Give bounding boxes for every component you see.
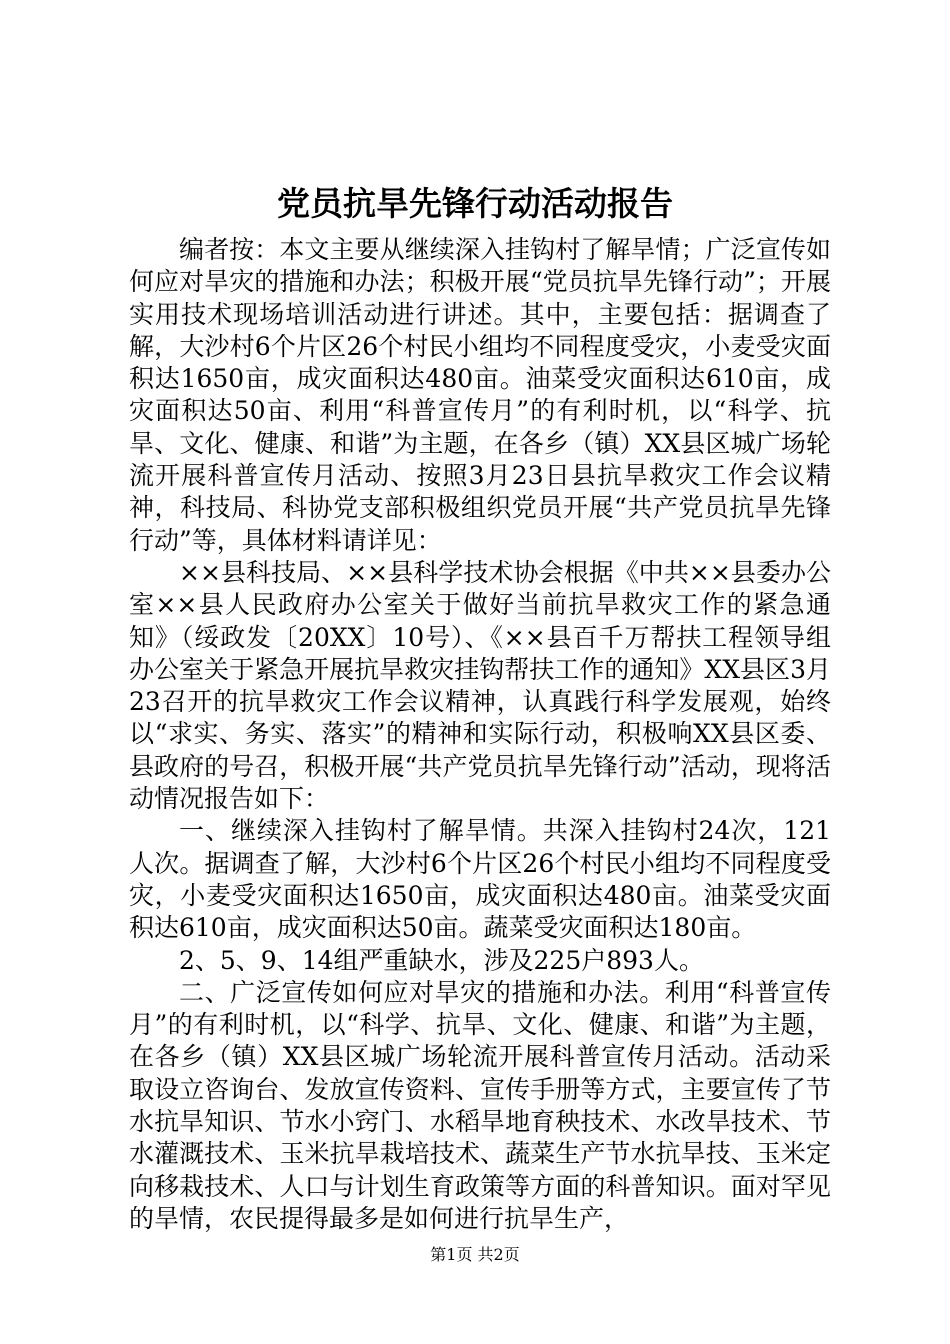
paragraph-section-two: 二、广泛宣传如何应对旱灾的措施和办法。利用“科普宣传月”的有利时机，以“科学、抗旱、文化、健康、和谐”为主题，在各乡（镇）XX县区城广场轮流开展科普宣传月活动。活动采取设立咨询台、发放宣传资料、宣传手册等方式，主要宣传了节水抗旱知识、节水小窍门、水稻旱地育秧技术、水改旱技术、节水灌溉技术、玉米抗旱栽培技术、蔬菜生产节水抗旱技、玉米定向移栽技术、人口与计划生育政策等方面的科普知识。面对罕见的旱情，农民提得最多是如何进行抗旱生产， — [129, 977, 831, 1233]
paragraph-water-shortage: 2、5、9、14组严重缺水，涉及225户893人。 — [179, 945, 704, 975]
paragraph-editor-note: 编者按：本文主要从继续深入挂钩村了解旱情；广泛宣传如何应对旱灾的措施和办法；积极开展“党员抗旱先锋行动”；开展实用技术现场培训活动进行讲述。其中，主要包括：据调查了解，大沙村6个片区26个村民小组均不同程度受灾，小麦受灾面积达1650亩，成灾面积达480亩。油菜受灾面积达610亩，成灾面积达50亩、利用“科普宣传月”的有利时机，以“科学、抗旱、文化、健康、和谐”为主题，在各乡（镇）XX县区城广场轮流开展科普宣传月活动、按照3月23日县抗旱救灾工作会议精神，科技局、科协党支部积极组织党员开展“共产党员抗旱先锋行动”等，具体材料请详见： — [129, 235, 831, 555]
paragraph-section-one: 一、继续深入挂钩村了解旱情。共深入挂钩村24次，121人次。据调查了解，大沙村6个片区26个村民小组均不同程度受灾，小麦受灾面积达1650亩，成灾面积达480亩。油菜受灾面积达610亩，成灾面积达50亩。蔬菜受灾面积达180亩。 — [129, 816, 831, 943]
page-number-footer: 第1页 共2页 — [430, 1245, 520, 1264]
document-title: 党员抗旱先锋行动活动报告 — [277, 184, 673, 223]
document-body — [129, 234, 831, 1235]
paragraph-introduction: ××县科技局、××县科学技术协会根据《中共××县委办公室××县人民政府办公室关于做好当前抗旱救灾工作的紧急通知》（绥政发〔20XX〕10号）、《××县百千万帮扶工程领导组办公室关于紧急开展抗旱救灾挂钩帮扶工作的通知》XX县区3月23召开的抗旱救灾工作会议精神，认真践行科学发展观，始终以“求实、务实、落实”的精神和实际行动，积极响XX县区委、县政府的号召，积极开展“共产党员抗旱先锋行动”活动，现将活动情况报告如下： — [129, 557, 831, 814]
